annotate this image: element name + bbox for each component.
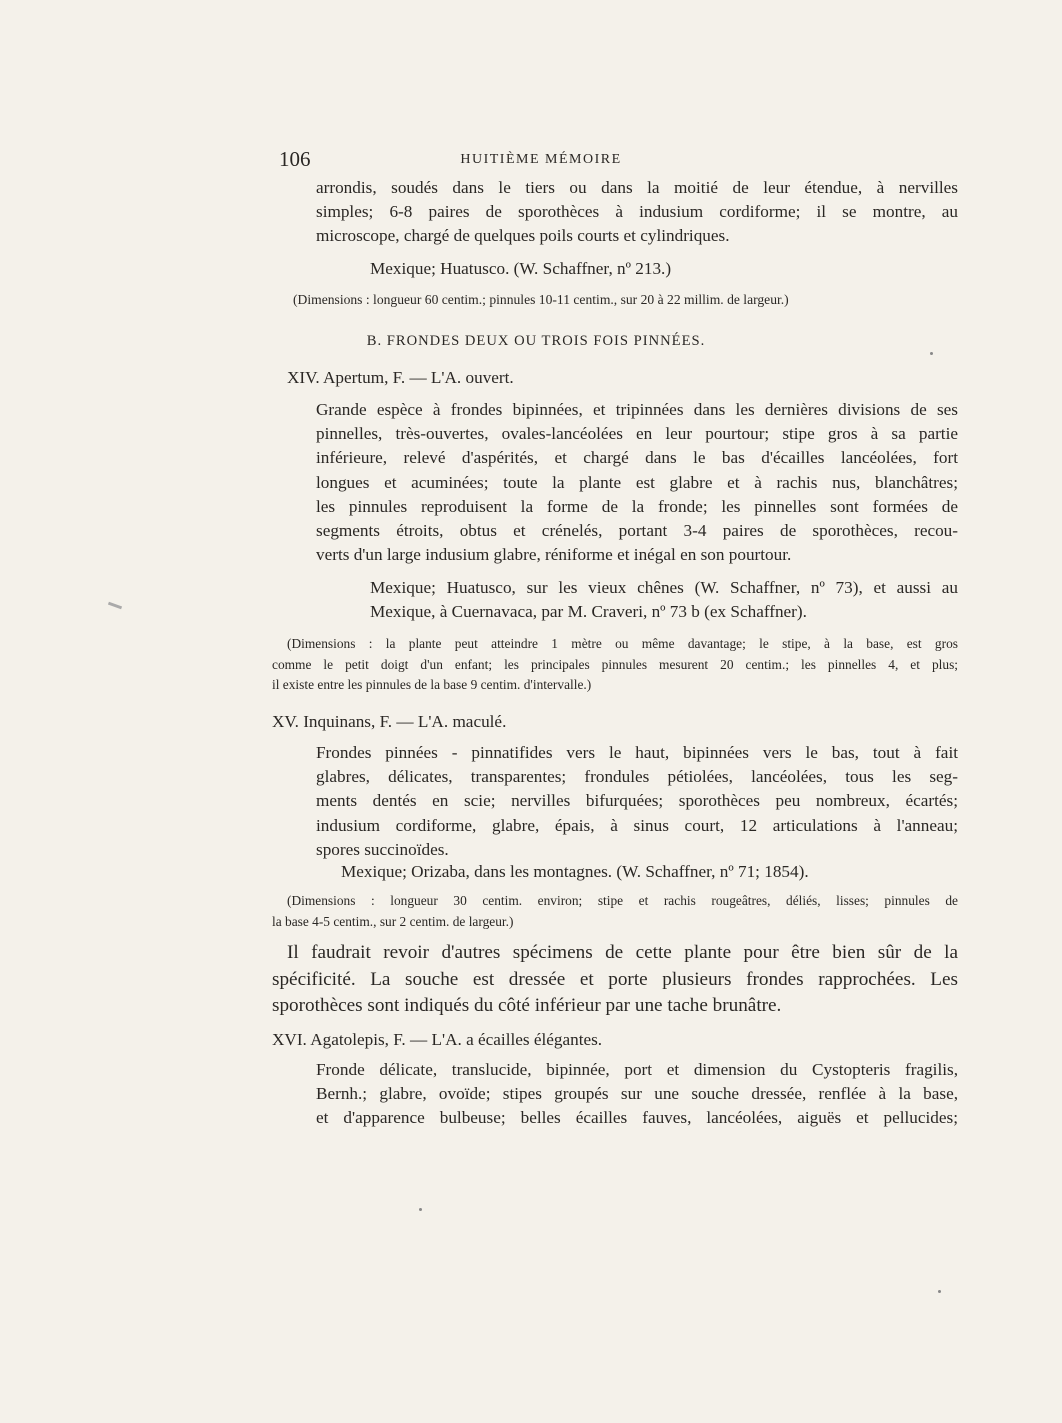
text-line: spores succinoïdes. xyxy=(316,839,449,859)
entry-xiv-locality xyxy=(370,576,958,624)
text-line: longues et acuminées; toute la plante est glabre et à rachis nus, blanchâtres; xyxy=(316,472,958,492)
page-number: 106 xyxy=(279,147,311,171)
entry-heading-xvi: XVI. Agatolepis, F. — L'A. a écailles élégantes. xyxy=(272,1030,603,1049)
text-line: Mexique; Huatusco, sur les vieux chênes (W. Schaffner, nº 73), et aussi au xyxy=(370,578,958,597)
text-line: spécificité. La souche est dressée et porte plusieurs frondes rapprochées. Les xyxy=(272,968,958,990)
text-line: et d'apparence bulbeuse; belles écailles fauves, lancéolées, aiguës et pellucides; xyxy=(316,1108,958,1128)
text-line: ments dentés en scie; nervilles bifurquées; sporothèces peu nombreux, écartés; xyxy=(316,791,958,811)
text-line: pinnelles, très-ouvertes, ovales-lancéolées en leur pourtour; stipe gros à sa partie xyxy=(316,424,958,444)
text-line: la base 4-5 centim., sur 2 centim. de largeur.) xyxy=(272,913,514,929)
text-line: Fronde délicate, translucide, bipinnée, port et dimension du Cystopteris fragilis, xyxy=(316,1060,958,1079)
text-line: Frondes pinnées - pinnatifides vers le haut, bipinnées vers le bas, tout à fait xyxy=(316,743,958,762)
text-line: (Dimensions : longueur 30 centim. environ; stipe et rachis rougeâtres, déliés, lisses; pinnules de xyxy=(287,893,958,908)
running-title: HUITIÈME MÉMOIRE xyxy=(460,152,622,167)
entry-heading-xv: XV. Inquinans, F. — L'A. maculé. xyxy=(272,712,507,731)
intro-dimensions: (Dimensions : longueur 60 centim.; pinnules 10-11 centim., sur 20 à 22 millim. de largeur.) xyxy=(293,292,789,307)
text-line: Mexique, à Cuernavaca, par M. Craveri, nº 73 b (ex Schaffner). xyxy=(370,602,807,622)
intro-locality: Mexique; Huatusco. (W. Schaffner, nº 213.) xyxy=(370,259,672,278)
entry-xv-remark xyxy=(272,940,958,1020)
paper-speck xyxy=(930,352,933,355)
text-line: sporothèces sont indiqués du côté inférieur par une tache brunâtre. xyxy=(272,995,782,1016)
section-heading: B. FRONDES DEUX OU TROIS FOIS PINNÉES. xyxy=(366,333,706,349)
paper-speck xyxy=(938,1290,941,1293)
entry-xiv-description xyxy=(316,398,958,567)
entry-xvi-description xyxy=(316,1058,958,1131)
text-line: Grande espèce à frondes bipinnées, et tripinnées dans les dernières divisions de ses xyxy=(316,400,958,419)
text-line: verts d'un large indusium glabre, réniforme et inégal en son pourtour. xyxy=(316,545,792,565)
text-line: Bernh.; glabre, ovoïde; stipes groupés sur une souche dressée, renflée à la base, xyxy=(316,1084,958,1104)
paper-speck xyxy=(419,1208,422,1211)
text-line: les pinnules reproduisent la forme de la fronde; les pinnelles sont formées de xyxy=(316,496,958,516)
text-line: microscope, chargé de quelques poils courts et cylindriques. xyxy=(316,226,730,246)
text-line: (Dimensions : la plante peut atteindre 1 mètre ou même davantage; le stipe, à la base, est gros xyxy=(287,636,958,651)
text-line: arrondis, soudés dans le tiers ou dans la moitié de leur étendue, à nervilles xyxy=(316,178,958,197)
text-line: segments étroits, obtus et crénelés, portant 3-4 paires de sporothèces, recou- xyxy=(316,521,958,541)
entry-xv-description xyxy=(316,741,958,862)
paper-speck xyxy=(108,602,122,610)
entry-heading-xiv: XIV. Apertum, F. — L'A. ouvert. xyxy=(287,368,514,387)
text-line: il existe entre les pinnules de la base 9 centim. d'intervalle.) xyxy=(272,677,592,692)
entry-xv-locality: Mexique; Orizaba, dans les montagnes. (W. Schaffner, nº 71; 1854). xyxy=(341,862,809,881)
text-line: inférieure, relevé d'aspérités, et chargé dans le bas d'écailles lancéolées, fort xyxy=(316,448,958,468)
entry-xiv-dimensions xyxy=(272,634,958,696)
text-line: comme le petit doigt d'un enfant; les principales pinnules mesurent 20 centim.; les pinnelles 4, et plus; xyxy=(272,656,958,672)
text-line: simples; 6-8 paires de sporothèces à indusium cordiforme; il se montre, au xyxy=(316,202,958,222)
text-line: Il faudrait revoir d'autres spécimens de cette plante pour être bien sûr de la xyxy=(287,942,958,963)
entry-xv-dimensions xyxy=(272,891,958,932)
text-line: glabres, délicates, transparentes; frondules pétiolées, lancéolées, tous les seg- xyxy=(316,767,958,787)
text-line: indusium cordiforme, glabre, épais, à sinus court, 12 articulations à l'anneau; xyxy=(316,815,958,835)
intro-paragraph xyxy=(316,176,958,249)
